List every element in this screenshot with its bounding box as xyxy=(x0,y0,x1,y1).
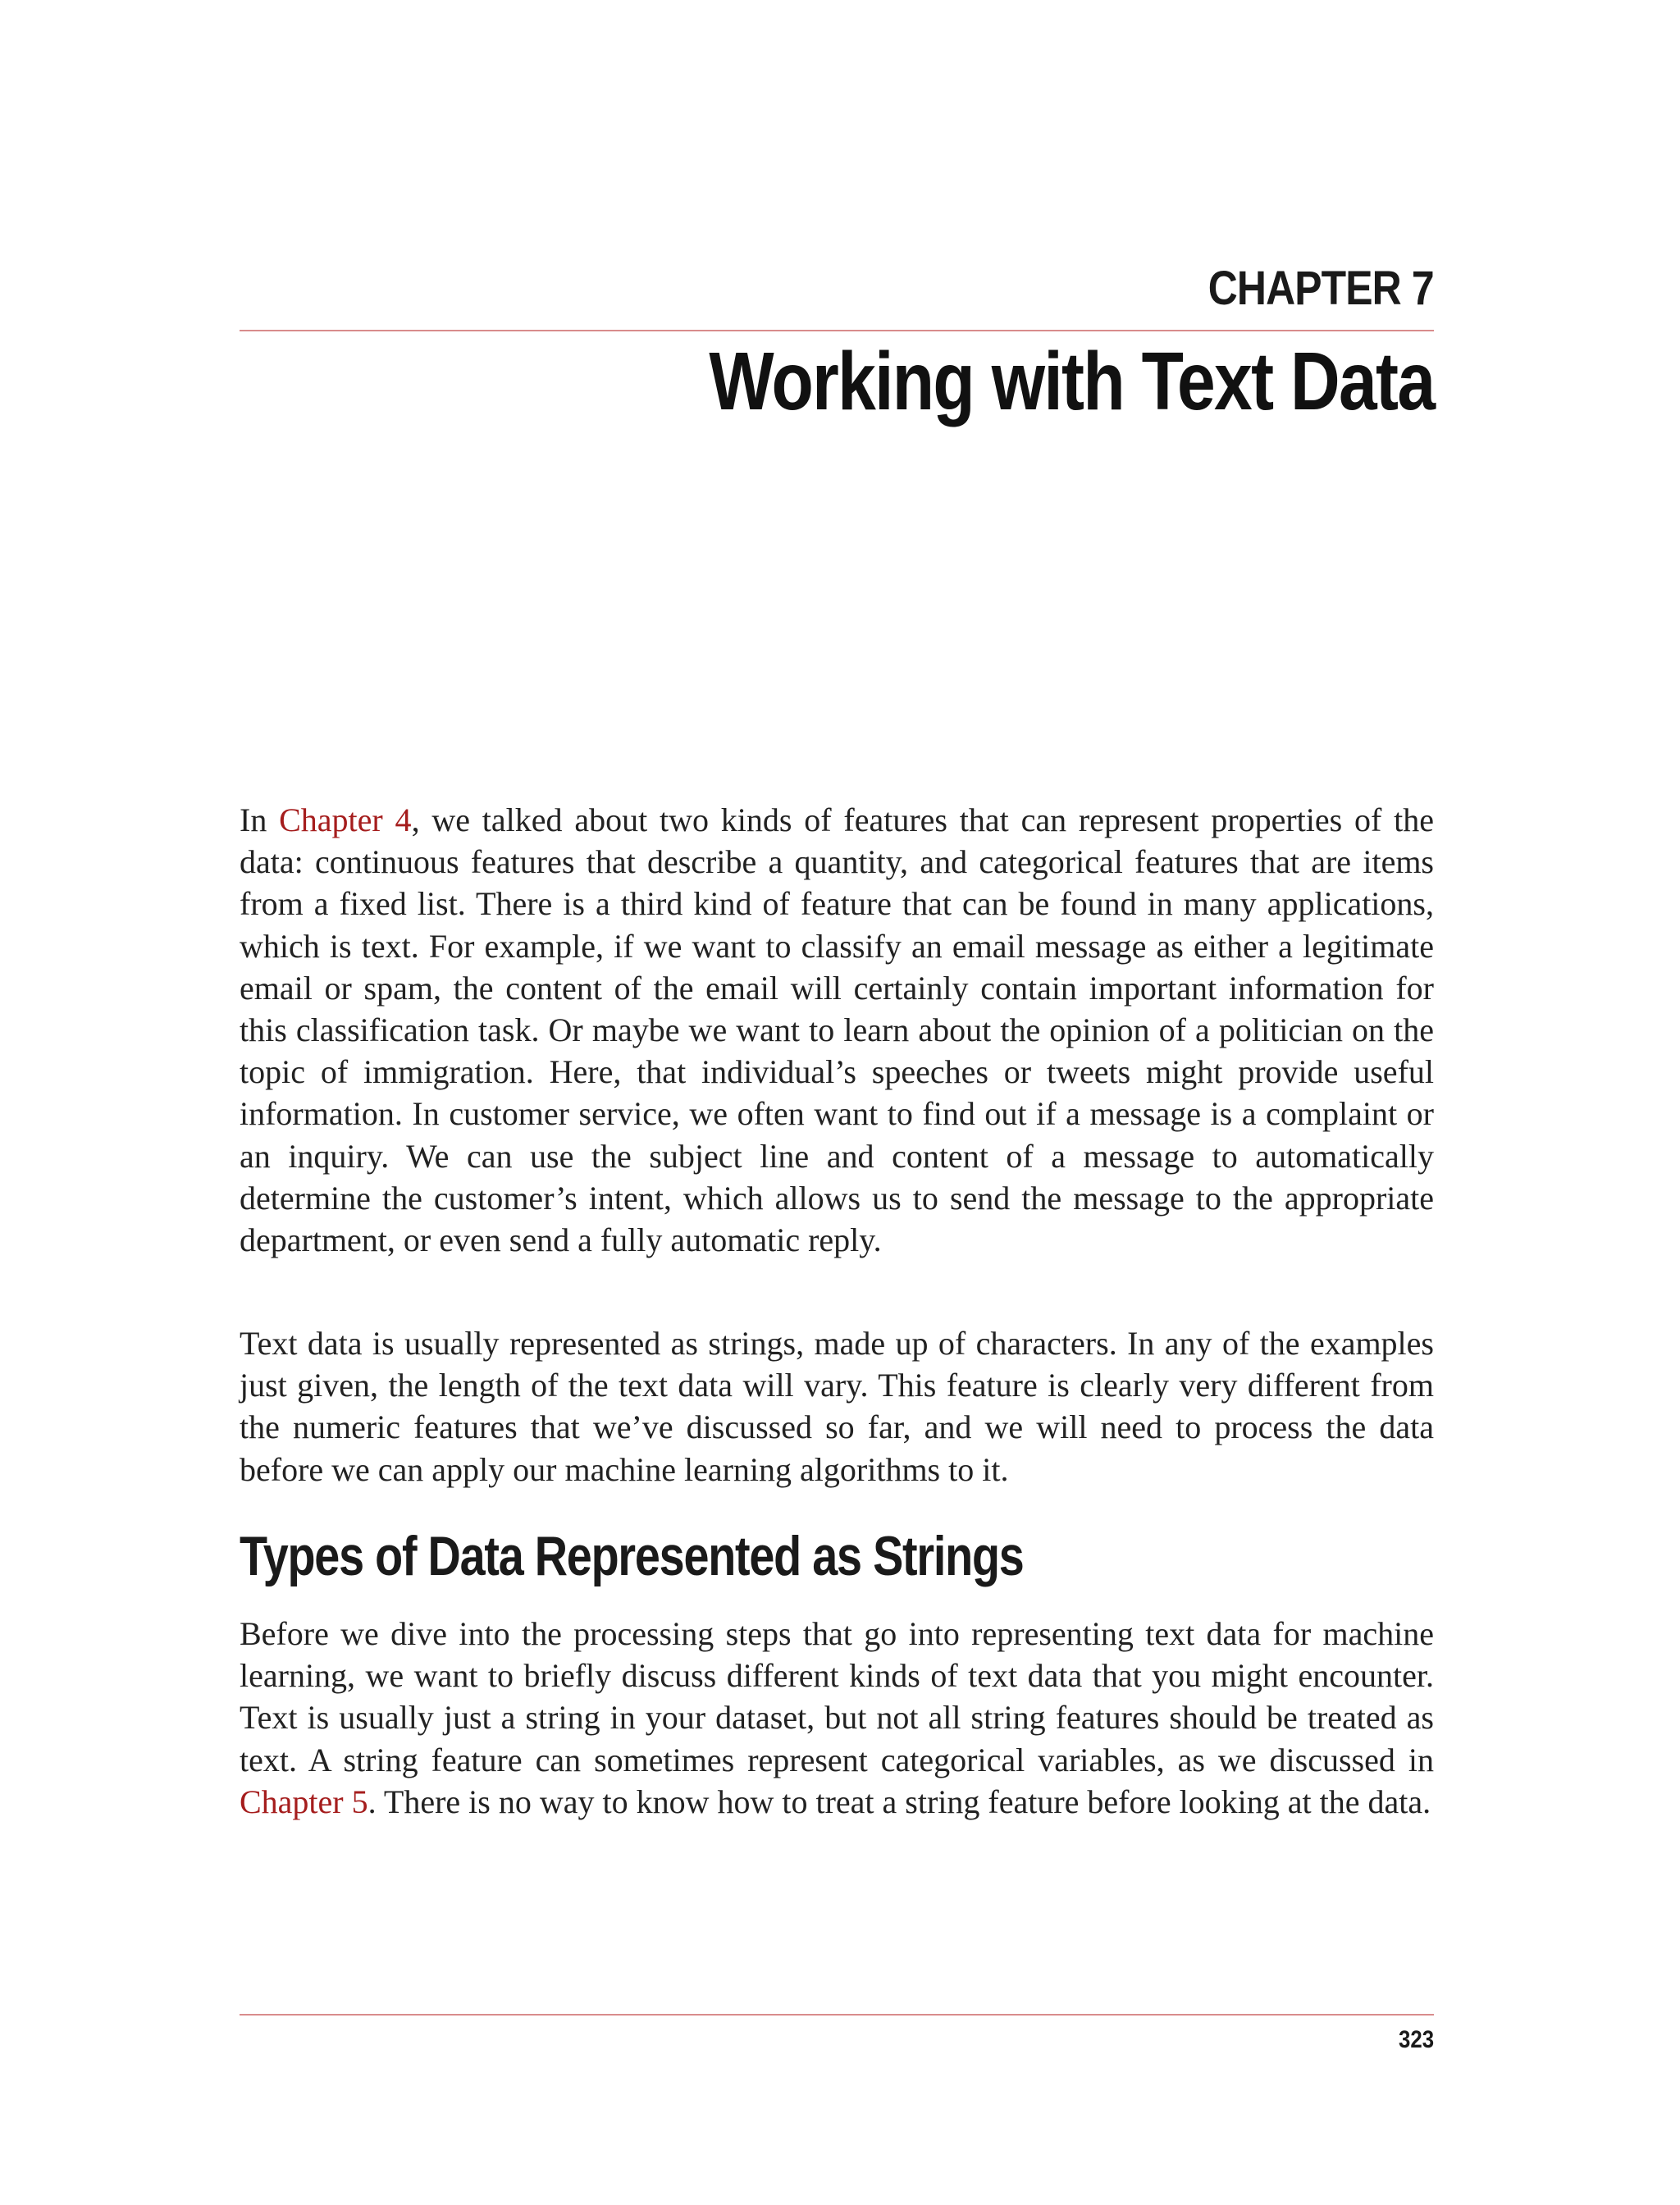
intro-text-rest: , we talked about two kinds of features that can represent properties of the data: continuous features that describe a quantity, and categorical features that are items from a fixed list. There is a third kind of feature that can be found in many applications, which is text. For example, if we want to classify an email message as either a legitimate email or spam, the content of the email will certainly contain important information for this classification task. Or maybe we want to learn about the opinion of a politician on the topic of immigration. Here, that individual’s speeches or tweets might provide useful information. In customer service, we often want to find out if a message is a complaint or an inquiry. We can use the subject line and content of a message to automatically determine the customer’s intent, which allows us to send the message to the appropriate department, or even send a fully automatic reply. xyxy=(240,801,1434,1259)
chapter-5-link[interactable]: Chapter 5 xyxy=(240,1783,368,1820)
page-number: 323 xyxy=(1398,2026,1434,2053)
footer-rule xyxy=(240,2014,1434,2016)
section-heading: Types of Data Represented as Strings xyxy=(240,1525,1024,1587)
second-paragraph: Text data is usually represented as strings, made up of characters. In any of the examples just given, the length of the text data will vary. This feature is clearly very different from the numeric features that we’ve discussed so far, and we will need to process the data before we can apply our machine learning algorithms to it. xyxy=(240,1325,1434,1488)
section-paragraph xyxy=(240,1613,1434,1823)
intro-text-start: In xyxy=(240,801,280,838)
intro-paragraph xyxy=(240,799,1434,1261)
section-text-rest: . There is no way to know how to treat a string feature before looking at the data. xyxy=(368,1783,1431,1820)
header-rule xyxy=(240,330,1434,331)
chapter-title: Working with Text Data xyxy=(708,336,1434,427)
section-text-start: Before we dive into the processing steps that go into representing text data for machine learning, we want to briefly discuss different kinds of text data that you might encounter. Text is usually just a string in your dataset, but not all string features should be treated as text. A string feature can sometimes represent categorical variables, as we discussed in xyxy=(240,1615,1434,1778)
chapter-4-link[interactable]: Chapter 4 xyxy=(279,801,412,838)
chapter-label: CHAPTER 7 xyxy=(1208,262,1434,315)
